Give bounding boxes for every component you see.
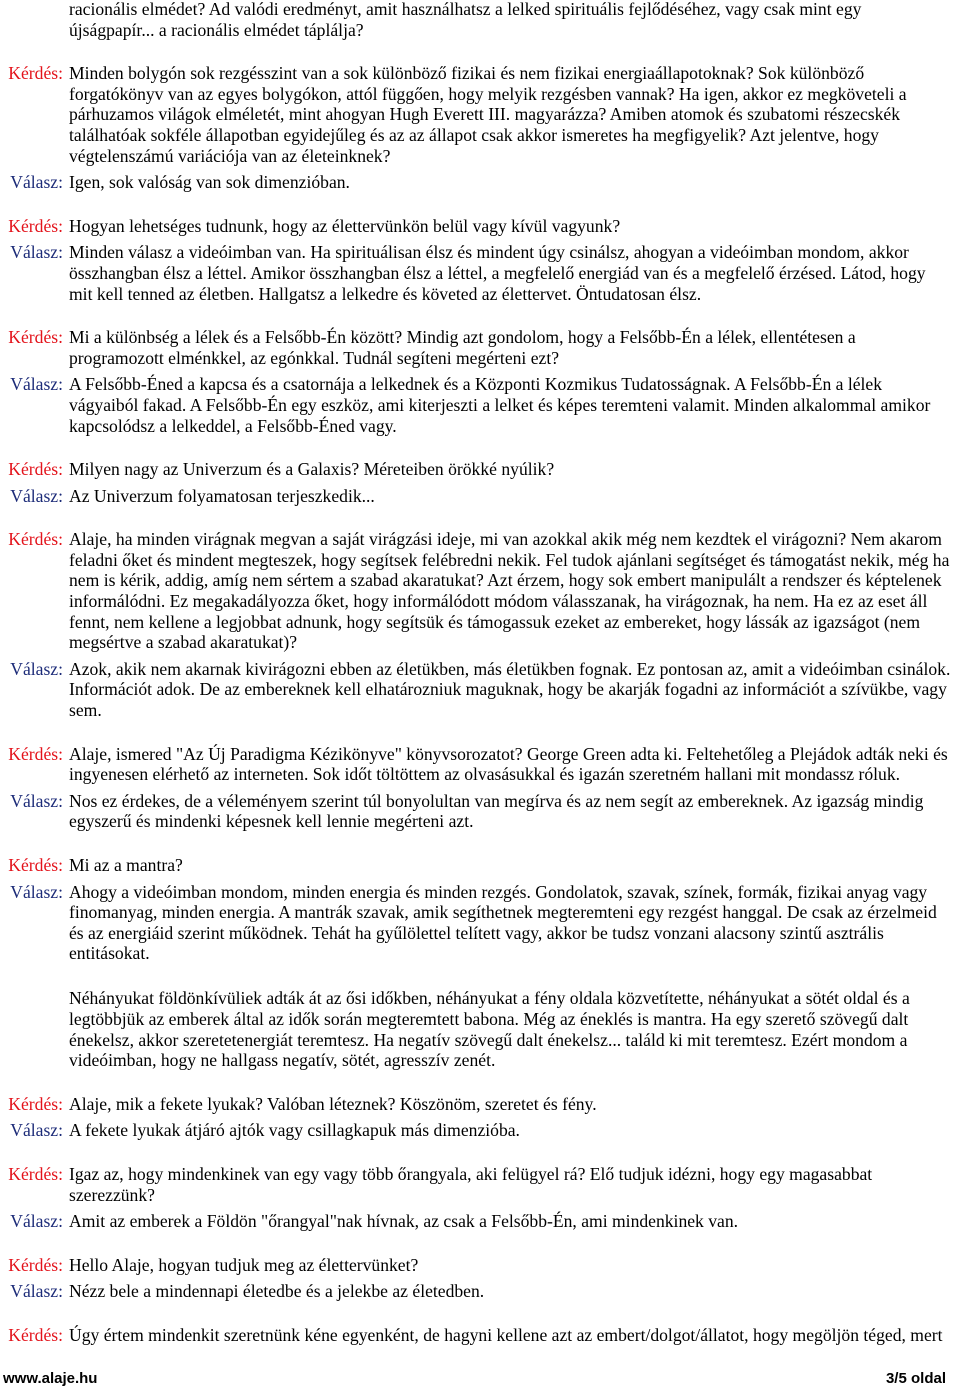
text-line: Nézz bele a mindennapi életedbe és a jelekbe az életedben. [69, 1281, 485, 1302]
question-row [0, 1325, 960, 1346]
text-line: Néhányukat földönkívüliek adták át az ősi időkben, néhányukat a fény oldala közvetítette, néhányukat a sötét oldal és a [69, 988, 910, 1009]
text-line: énekelsz, akkor szeretetenergiát teremtesz. Ha negatív szövegű dalt énekelsz... találd ki mit teremtesz. Ezért mondom a [69, 1029, 908, 1050]
text-line: és az energiáid szerint működnek. Tehát ha gyűlölettel telített vagy, akkor be tudsz vonzani alacsony szintű asztrális [69, 922, 884, 943]
answer-label: Válasz: [10, 1281, 63, 1302]
answer-row [0, 172, 960, 193]
answer-paragraph [69, 882, 957, 964]
answer-label: Válasz: [10, 172, 63, 193]
question-text [69, 1255, 957, 1276]
text-line: programozott elménkkel, az egónkkal. Tudnál segíteni megérteni ezt? [69, 347, 560, 368]
question-label: Kérdés: [8, 529, 63, 550]
answer-paragraph [69, 791, 957, 832]
answer-paragraph [69, 1120, 957, 1141]
text-line: nem is kérik, addig, amíg nem sértem a szabad akaratukat? Azt érzem, hogy sok embert manipulált a rendszer és képtelenek [69, 570, 942, 591]
text-line: Az Univerzum folyamatosan terjeszkedik... [69, 485, 375, 506]
text-line: találhatóak sokféle állapotban egyidejűleg és az az állapot csak akkor ismeretes ha megfigyelik? Azt jelentve, hogy [69, 124, 879, 145]
text-line: informálódni. Ez megakadályozza őket, hogy informálódott módom válasszanak, ha virágoznak, ha nem. Ha ez az eset áll [69, 591, 928, 612]
text-line: kapcsolódsz a lelkeddel, a Felsőbb-Éned vagy. [69, 415, 397, 436]
question-row [0, 744, 960, 785]
answer-paragraph [69, 374, 957, 436]
question-text [69, 855, 957, 876]
question-text [69, 459, 957, 480]
answer-row [0, 791, 960, 832]
text-line: megsértve a szabad akaratukat)? [69, 632, 298, 653]
answer-row [0, 659, 960, 721]
text-line: fennt, nem kellene a legjobbat adnunk, hogy segítsük és támogassuk ezeket az embereket, hogy lássák az igazságot (nem [69, 611, 921, 632]
text-line: finomanyag, minden energia. A mantrák szavak, amik segíthetnek megteremteni egy rezgést hanggal. De csak az érzelmeid [69, 902, 937, 923]
question-label: Kérdés: [8, 215, 63, 236]
text-line: forgatókönyv van az egyes bolygókon, attól függően, hogy melyik rezgésben vannak? Ha igen, akkor ez megköveteli a [69, 83, 907, 104]
question-label: Kérdés: [8, 1254, 63, 1275]
question-row [0, 855, 960, 876]
answer-paragraph [69, 486, 957, 507]
answer-text [69, 374, 957, 436]
text-line: párhuzamos világok elméletét, mint ahogyan Hugh Everett III. magyarázza? Amiben atomok és szubatomi részecskék [69, 104, 901, 125]
question-label: Kérdés: [8, 1093, 63, 1114]
text-line: összhangban élsz a léttel. Amikor összhangban élsz a léttel, a megfelelő energiád van és a megfelelő érzésed. Látod, hogy [69, 262, 926, 283]
question-row [0, 459, 960, 480]
answer-text [69, 486, 957, 507]
text-line: feladni őket és mindent megteszek, hogy segítsek felébredni nekik. Fel tudok ajánlani segítséget és támogatást nekik, még ha [69, 549, 950, 570]
answer-label: Válasz: [10, 1211, 63, 1232]
answer-row [0, 486, 960, 507]
question-label: Kérdés: [8, 327, 63, 348]
text-line: ingyenesen elérhető az interneten. Sok időt töltöttem az olvasásukkal és igazán szeretném hallani mit mondassz róluk. [69, 764, 901, 785]
answer-text [69, 882, 957, 1071]
text-line: entitásokat. [69, 943, 150, 964]
text-line: Azok, akik nem akarnak kivirágozni ebben az életükben, más életükben fognak. Ez pontosan az, amit a videóimban csinálok. [69, 658, 951, 679]
question-row [0, 1255, 960, 1276]
text-line: egyszerű és mindenki képesnek kell lennie megérteni azt. [69, 811, 474, 832]
answer-label: Válasz: [10, 658, 63, 679]
continuation-text [0, 0, 960, 40]
text-line: A fekete lyukak átjáró ajtók vagy csillagkapuk más dimenzióba. [69, 1120, 520, 1141]
text-line: legtöbbjük az emberek által az idők során megteremtett babona. Még az éneklés is mantra. Ha egy szerető szövegű dalt [69, 1008, 909, 1029]
question-label: Kérdés: [8, 743, 63, 764]
text-line: Mi a különbség a lélek és a Felsőbb-Én között? Mindig azt gondolom, hogy a Felsőbb-Én a lélek, ellentétesen a [69, 327, 856, 348]
text-line: Alaje, ismered "Az Új Paradigma Kézikönyve" könyvsorozatot? George Green adta ki. Feltehetőleg a Plejádok adták neki és [69, 743, 948, 764]
question-text [69, 327, 957, 368]
text-line: Hogyan lehetséges tudnunk, hogy az élettervünkön belül vagy kívül vagyunk? [69, 215, 621, 236]
text-line: Alaje, ha minden virágnak megvan a saját virágzási ideje, mi van azokkal akik még nem kezdtek el virágozni? Nem akarom [69, 529, 942, 550]
text-line: Ahogy a videóimban mondom, minden energia és minden rezgés. Gondolatok, szavak, színek, formák, fizikai anyag vagy [69, 881, 928, 902]
answer-text [69, 1211, 957, 1232]
answer-label: Válasz: [10, 881, 63, 902]
question-text [69, 1164, 957, 1205]
text-line: Nos ez érdekes, de a véleményem szerint túl bonyolultan van megírva és az nem segít az embereknek. Az igazság mindig [69, 790, 924, 811]
question-row [0, 1094, 960, 1115]
text-line: Minden bolygón sok rezgésszint van a sok különböző fizikai és nem fizikai energiaállapotoknak? Sok különböző [69, 63, 865, 84]
text-line: Hello Alaje, hogyan tudjuk meg az élettervünket? [69, 1254, 419, 1275]
answer-text [69, 1281, 957, 1302]
question-row [0, 1164, 960, 1205]
continuation-lines [69, 0, 957, 40]
question-row [0, 63, 960, 166]
question-label: Kérdés: [8, 1324, 63, 1345]
question-label: Kérdés: [8, 63, 63, 84]
text-line: A Felsőbb-Éned a kapcsa és a csatornája a lelkednek és a Központi Kozmikus Tudatosságnak. A Felsőbb-Én a lélek [69, 374, 883, 395]
answer-paragraph [69, 988, 957, 1070]
text-line: Információt adok. De az embereknek kell elhatározniuk maguknak, hogy be akarják fogadni az információt a szívükbe, vagy [69, 679, 947, 700]
answer-label: Válasz: [10, 1120, 63, 1141]
answer-text [69, 242, 957, 304]
footer-website: www.alaje.hu [3, 1370, 98, 1387]
text-line: Milyen nagy az Univerzum és a Galaxis? Méreteiben örökké nyúlik? [69, 459, 555, 480]
answer-row [0, 882, 960, 1071]
text-line: Igen, sok valóság van sok dimenzióban. [69, 172, 350, 193]
question-row [0, 529, 960, 653]
text-line: végtelenszámú variációja van az életeinknek? [69, 145, 391, 166]
text-line: Mi az a mantra? [69, 855, 183, 875]
answer-row [0, 242, 960, 304]
text-line: szerezzünk? [69, 1184, 155, 1205]
answer-label: Válasz: [10, 242, 63, 263]
text-line: vágyaiból fakad. A Felsőbb-Én egy eszköz, ami kiterjeszti a lelket és képes teremteni valamit. Minden alkalommal amikor [69, 394, 931, 415]
text-line: Igaz az, hogy mindenkinek van egy vagy több őrangyala, aki felügyel rá? Elő tudjuk idézni, hogy egy magasabbat [69, 1163, 873, 1184]
question-label: Kérdés: [8, 459, 63, 480]
answer-text [69, 172, 957, 193]
answer-paragraph [69, 1211, 957, 1232]
question-text [69, 63, 957, 166]
answer-paragraph [69, 242, 957, 304]
footer-page-number: 3/5 oldal [885, 1370, 946, 1387]
text-line: Minden válasz a videóimban van. Ha spirituálisan élsz és mindent úgy csinálsz, ahogyan a videóimban mondom, akkor [69, 242, 909, 263]
text-line: mit kell tenned az életben. Hallgatsz a lelkedre és követed az élettervet. Öntudatosan élsz. [69, 283, 702, 304]
text-line: Úgy értem mindenkit szeretnünk kéne egyenként, de hagyni kellene azt az embert/dolgot/állatot, hogy megöljön téged, mert [69, 1324, 943, 1345]
text-line: újságpapír... a racionális elmédet táplálja? [69, 19, 364, 40]
answer-row [0, 1211, 960, 1232]
question-text [69, 529, 957, 653]
question-row [0, 216, 960, 237]
page-footer [0, 1370, 960, 1388]
answer-paragraph [69, 1281, 957, 1302]
question-text [69, 1094, 957, 1115]
answer-label: Válasz: [10, 374, 63, 395]
question-label: Kérdés: [8, 1163, 63, 1184]
text-line: Amit az emberek a Földön "őrangyal"nak hívnak, az csak a Felsőbb-Én, ami mindenkinek van. [69, 1211, 739, 1232]
answer-label: Válasz: [10, 790, 63, 811]
answer-row [0, 374, 960, 436]
answer-text [69, 791, 957, 832]
text-line: videóimban, hogy ne hallgass negatív, sötét, agresszív zenét. [69, 1050, 496, 1071]
text-line: racionális elmédet? Ad valódi eredményt, amit használhatsz a lelked spirituális fejlődéséhez, vagy csak mint egy [69, 0, 862, 19]
text-line: sem. [69, 700, 102, 721]
answer-paragraph [69, 172, 957, 193]
answer-text [69, 1120, 957, 1141]
answer-row [0, 1281, 960, 1302]
question-text [69, 1325, 957, 1346]
question-label: Kérdés: [8, 855, 63, 875]
answer-text [69, 659, 957, 721]
text-line: Alaje, mik a fekete lyukak? Valóban léteznek? Köszönöm, szeretet és fény. [69, 1093, 597, 1114]
question-text [69, 216, 957, 237]
question-text [69, 744, 957, 785]
answer-label: Válasz: [10, 485, 63, 506]
answer-row [0, 1120, 960, 1141]
question-row [0, 327, 960, 368]
answer-paragraph [69, 659, 957, 721]
